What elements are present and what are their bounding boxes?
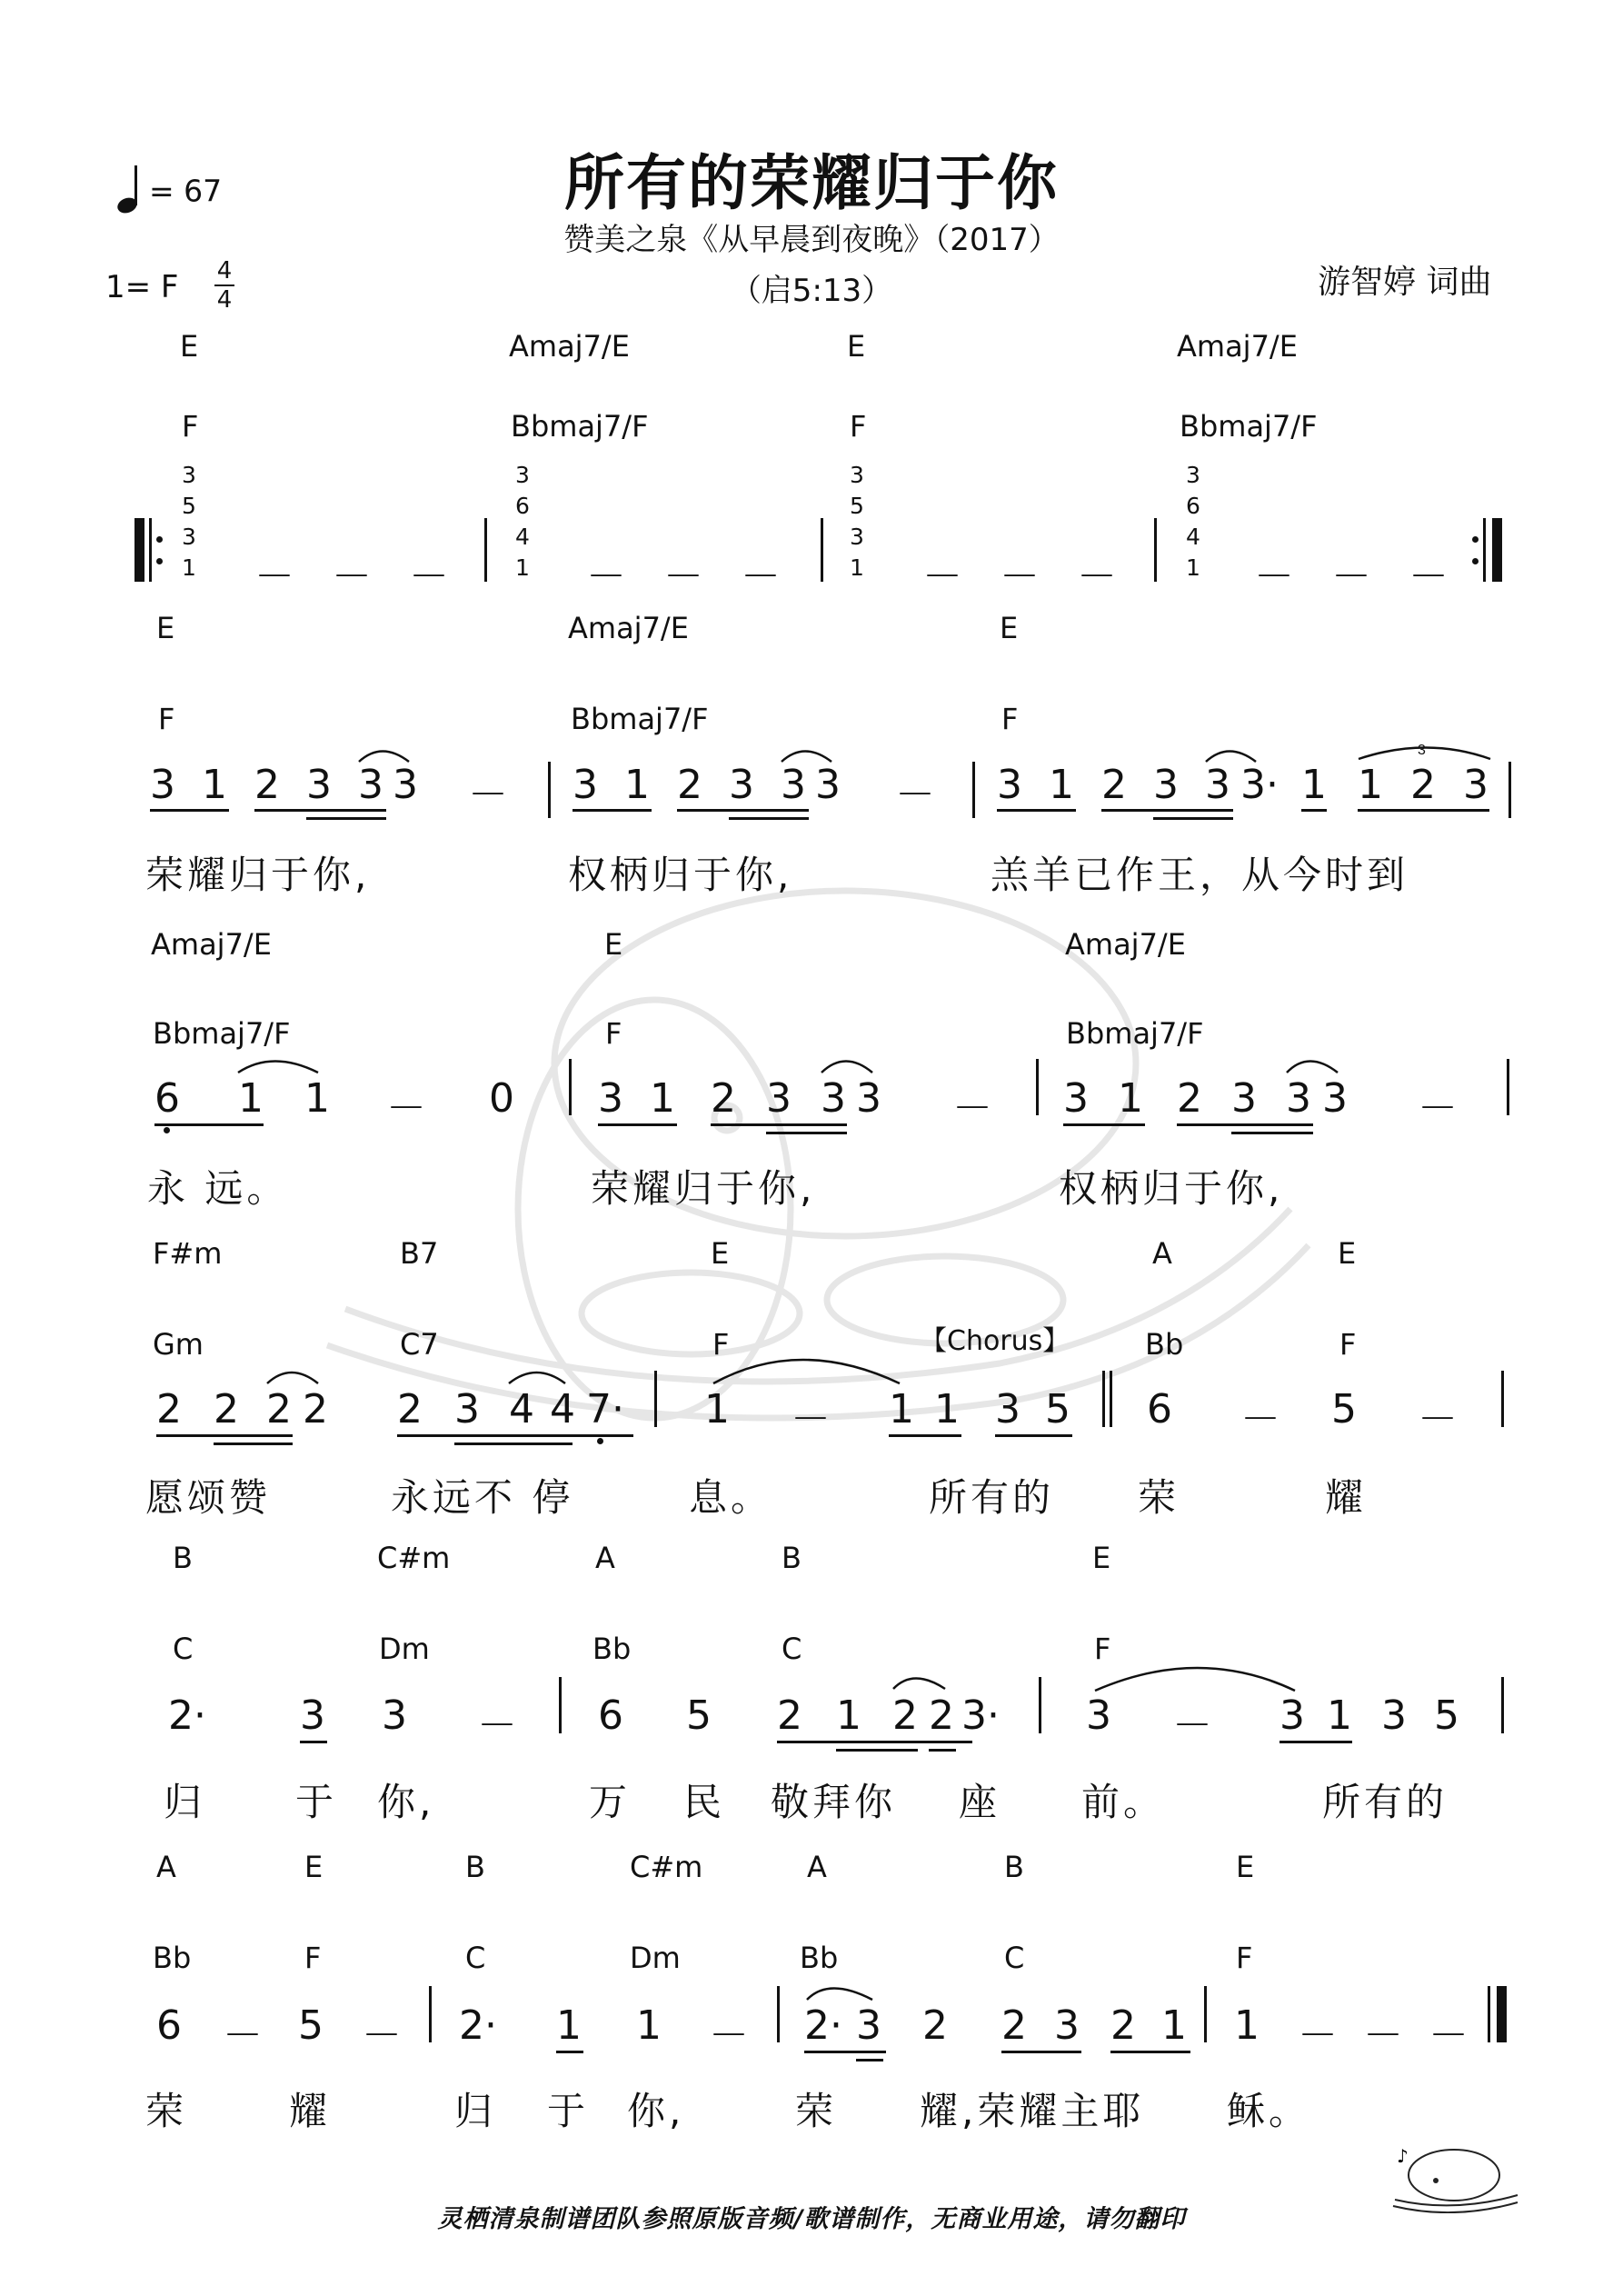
note: 3 bbox=[573, 762, 598, 808]
lyric: 权柄归于你, bbox=[568, 853, 793, 897]
chord: B bbox=[782, 1541, 802, 1575]
note: 2 bbox=[922, 2002, 948, 2049]
chord: Bb bbox=[800, 1941, 839, 1975]
note: 5 bbox=[1434, 1692, 1459, 1739]
key-signature: 1= F bbox=[105, 269, 179, 305]
composer-credit: 游智婷 词曲 bbox=[1318, 264, 1492, 301]
lyric: 耀 bbox=[1325, 1475, 1368, 1520]
lyric: 前。 bbox=[1081, 1780, 1166, 1824]
chord: C7 bbox=[400, 1327, 439, 1362]
chord: E bbox=[604, 927, 623, 962]
note: 6 bbox=[154, 1075, 180, 1122]
note: － bbox=[1418, 1085, 1458, 1132]
lyric: 于 bbox=[547, 2089, 590, 2133]
chord: Bbmaj7/F bbox=[1180, 409, 1318, 444]
chord: E bbox=[1338, 1236, 1357, 1271]
chord: Gm bbox=[153, 1327, 204, 1362]
chord: C bbox=[173, 1632, 194, 1666]
chord: Bb bbox=[153, 1941, 192, 1975]
note: － bbox=[468, 772, 508, 818]
note: 1 bbox=[1327, 1692, 1352, 1739]
note: 2 bbox=[677, 762, 702, 808]
note: 1 bbox=[889, 1386, 914, 1433]
chord: Bbmaj7/F bbox=[153, 1016, 291, 1051]
lyric: 你, bbox=[377, 1780, 435, 1824]
lyric: 羔羊已作王，从今时到 bbox=[991, 853, 1409, 897]
note: 2· bbox=[804, 2002, 842, 2049]
note: 1 bbox=[1118, 1075, 1143, 1122]
chord: E bbox=[847, 329, 866, 364]
chord: A bbox=[595, 1541, 615, 1575]
lyric: 荣 bbox=[1138, 1475, 1180, 1520]
lyric: 座 bbox=[959, 1780, 1001, 1824]
lyric: 耀,荣耀主耶 bbox=[920, 2089, 1145, 2133]
note: 2 bbox=[1110, 2002, 1136, 2049]
note: 3 bbox=[781, 762, 806, 808]
chord: C bbox=[1004, 1941, 1025, 1975]
song-title: 所有的荣耀归于你 bbox=[564, 148, 1059, 218]
note: 3 bbox=[306, 762, 332, 808]
note: 3· bbox=[1240, 762, 1279, 808]
sheep-logo bbox=[1386, 2141, 1522, 2217]
note: 3 bbox=[1279, 1692, 1305, 1739]
chord: F bbox=[605, 1016, 622, 1051]
lyric: 归 bbox=[164, 1780, 206, 1824]
chord: Dm bbox=[379, 1632, 430, 1666]
note: － bbox=[952, 1085, 992, 1132]
chord: F bbox=[1094, 1632, 1111, 1666]
song-subtitle: 赞美之泉《从早晨到夜晚》（2017） bbox=[563, 222, 1060, 258]
note: － bbox=[709, 2012, 749, 2059]
note: 2 bbox=[254, 762, 280, 808]
chord: F bbox=[304, 1941, 322, 1975]
chord-stack: 3 5 3 1 bbox=[182, 462, 196, 581]
chord: Amaj7/E bbox=[509, 329, 630, 364]
note: 2 bbox=[1101, 762, 1127, 808]
note: － bbox=[1363, 2012, 1403, 2059]
note: 2 bbox=[156, 1386, 182, 1433]
note: 3 bbox=[393, 762, 418, 808]
note: 3 bbox=[821, 1075, 846, 1122]
note: － bbox=[362, 2012, 402, 2059]
note: 2 bbox=[892, 1692, 918, 1739]
note: 3 bbox=[815, 762, 841, 808]
note: 1 bbox=[624, 762, 650, 808]
chord: E bbox=[304, 1850, 324, 1884]
chord: E bbox=[156, 611, 175, 645]
note: 3 bbox=[454, 1386, 480, 1433]
note: 2 bbox=[1410, 762, 1436, 808]
note: 4 bbox=[550, 1386, 575, 1433]
chord-stack: 3 6 4 1 bbox=[1186, 462, 1200, 581]
chord: Bb bbox=[592, 1632, 632, 1666]
chord: B bbox=[465, 1850, 485, 1884]
lyric: 荣 bbox=[145, 2089, 188, 2133]
note: 2 bbox=[777, 1692, 802, 1739]
chord: B bbox=[173, 1541, 193, 1575]
note: 2 bbox=[397, 1386, 423, 1433]
chorus-marker: 【Chorus】 bbox=[920, 1325, 1070, 1357]
lyric: 耀 bbox=[289, 2089, 332, 2133]
note: 1 bbox=[1049, 762, 1074, 808]
note: 2 bbox=[711, 1075, 736, 1122]
chord: C bbox=[465, 1941, 486, 1975]
chord: Dm bbox=[630, 1941, 681, 1975]
chord: F bbox=[1001, 702, 1019, 736]
note: 2 bbox=[214, 1386, 239, 1433]
note: － bbox=[1240, 1396, 1280, 1442]
chord: Bbmaj7/F bbox=[1066, 1016, 1204, 1051]
note: 5 bbox=[686, 1692, 712, 1739]
copyright-footer: 灵栖清泉制谱团队参照原版音频/歌谱制作，无商业用途，请勿翻印 bbox=[437, 2205, 1186, 2233]
note: 3 bbox=[358, 762, 383, 808]
note: 6 bbox=[598, 1692, 623, 1739]
chord: F bbox=[158, 702, 175, 736]
lyric: 民 bbox=[683, 1780, 726, 1824]
lyric: 永远不 停 bbox=[391, 1475, 574, 1520]
chord: B7 bbox=[400, 1236, 439, 1271]
chord: Bbmaj7/F bbox=[511, 409, 649, 444]
lyric: 荣耀归于你, bbox=[145, 853, 371, 897]
note: 3 bbox=[997, 762, 1022, 808]
note: 7· bbox=[586, 1386, 624, 1433]
chord: B bbox=[1004, 1850, 1024, 1884]
chord: Amaj7/E bbox=[1177, 329, 1298, 364]
note: 3 bbox=[856, 1075, 881, 1122]
chord: F bbox=[1339, 1327, 1357, 1362]
note: 2· bbox=[168, 1692, 206, 1739]
lyric: 归 bbox=[454, 2089, 497, 2133]
note: 2 bbox=[929, 1692, 954, 1739]
time-signature-top: 4 bbox=[216, 257, 233, 285]
note: 3 bbox=[1054, 2002, 1080, 2049]
chord: F bbox=[182, 409, 199, 444]
lyric: 权柄归于你, bbox=[1059, 1166, 1284, 1211]
note: 2 bbox=[266, 1386, 292, 1433]
note: 1 bbox=[636, 2002, 662, 2049]
lyric: 荣 bbox=[795, 2089, 838, 2133]
chord: E bbox=[1092, 1541, 1111, 1575]
svg-text:♪: ♪ bbox=[1397, 2145, 1409, 2167]
lyric: 稣。 bbox=[1227, 2089, 1311, 2133]
note: 3 bbox=[300, 1692, 325, 1739]
scripture-reference: （启5:13） bbox=[730, 273, 893, 309]
note: 3 bbox=[150, 762, 175, 808]
lyric: 荣耀归于你, bbox=[591, 1166, 816, 1211]
lyric: 永 远。 bbox=[147, 1166, 289, 1211]
chord: E bbox=[1236, 1850, 1255, 1884]
chord: F bbox=[712, 1327, 730, 1362]
note: － bbox=[223, 2012, 263, 2059]
note: 6 bbox=[1147, 1386, 1172, 1433]
lyric: 愿颂赞 bbox=[145, 1475, 272, 1520]
note: 3 bbox=[1231, 1075, 1257, 1122]
chord-stack: 3 6 4 1 bbox=[515, 462, 530, 581]
note: 1 bbox=[934, 1386, 960, 1433]
lyric: 万 bbox=[589, 1780, 632, 1824]
note: 3 bbox=[995, 1386, 1021, 1433]
time-signature-bottom: 4 bbox=[216, 286, 233, 314]
note: 3 bbox=[1086, 1692, 1111, 1739]
note: 1 bbox=[650, 1075, 675, 1122]
note: － bbox=[895, 772, 935, 818]
note: 1 bbox=[1358, 762, 1383, 808]
chord: Amaj7/E bbox=[1065, 927, 1186, 962]
chord: A bbox=[156, 1850, 176, 1884]
note: 3 bbox=[856, 2002, 881, 2049]
chord: C#m bbox=[377, 1541, 451, 1575]
note: 4 bbox=[509, 1386, 534, 1433]
note: 3· bbox=[961, 1692, 1000, 1739]
note: 1 bbox=[836, 1692, 861, 1739]
note: 5 bbox=[1331, 1386, 1357, 1433]
lyric: 所有的 bbox=[1322, 1780, 1449, 1824]
note: 3 bbox=[1463, 762, 1489, 808]
chord: Amaj7/E bbox=[568, 611, 689, 645]
note: 0 bbox=[489, 1075, 514, 1122]
note: 3 bbox=[1063, 1075, 1089, 1122]
note: － bbox=[477, 1702, 517, 1749]
note: 6 bbox=[156, 2002, 182, 2049]
note: 3 bbox=[382, 1692, 407, 1739]
chord: E bbox=[711, 1236, 730, 1271]
note: － bbox=[791, 1396, 831, 1442]
chord: E bbox=[1000, 611, 1019, 645]
note: － bbox=[1429, 2012, 1469, 2059]
chord: A bbox=[807, 1850, 827, 1884]
chord: F bbox=[1236, 1941, 1253, 1975]
chord: F bbox=[850, 409, 867, 444]
note: 2 bbox=[1001, 2002, 1027, 2049]
note: 3 bbox=[1322, 1075, 1348, 1122]
lyric: 息。 bbox=[689, 1475, 773, 1520]
note: 1 bbox=[556, 2002, 582, 2049]
note: 5 bbox=[1045, 1386, 1070, 1433]
note: 3 bbox=[766, 1075, 792, 1122]
chord: F#m bbox=[153, 1236, 223, 1271]
note: － bbox=[1418, 1396, 1458, 1442]
chord: C#m bbox=[630, 1850, 703, 1884]
note: 1 bbox=[1161, 2002, 1187, 2049]
note: 3 bbox=[1153, 762, 1179, 808]
note: 1 bbox=[1301, 762, 1327, 808]
note: － bbox=[1298, 2012, 1338, 2059]
note: 3 bbox=[729, 762, 754, 808]
lyric: 敬拜你 bbox=[771, 1780, 897, 1824]
note: 2· bbox=[459, 2002, 497, 2049]
chord: C bbox=[782, 1632, 802, 1666]
note: 1 bbox=[304, 1075, 330, 1122]
note: 1 bbox=[238, 1075, 264, 1122]
tempo-value: = 67 bbox=[149, 173, 223, 209]
note: 1 bbox=[704, 1386, 730, 1433]
note: 2 bbox=[1177, 1075, 1202, 1122]
lyric: 于 bbox=[295, 1780, 338, 1824]
lyric: 你, bbox=[627, 2089, 685, 2133]
note: － bbox=[1172, 1702, 1212, 1749]
svg-text:3: 3 bbox=[1418, 743, 1426, 758]
chord: Bb bbox=[1145, 1327, 1184, 1362]
note: 3 bbox=[598, 1075, 623, 1122]
note: 3 bbox=[1205, 762, 1230, 808]
note: 3 bbox=[1381, 1692, 1407, 1739]
note: 2 bbox=[303, 1386, 328, 1433]
note: 5 bbox=[298, 2002, 324, 2049]
chord-stack: 3 5 3 1 bbox=[850, 462, 864, 581]
note: 1 bbox=[202, 762, 227, 808]
note: 1 bbox=[1234, 2002, 1260, 2049]
chord: Amaj7/E bbox=[151, 927, 272, 962]
chord: E bbox=[180, 329, 199, 364]
note: 3 bbox=[1286, 1075, 1311, 1122]
chord: A bbox=[1152, 1236, 1172, 1271]
chord: Bbmaj7/F bbox=[571, 702, 709, 736]
note: － bbox=[386, 1085, 426, 1132]
lyric: 所有的 bbox=[929, 1475, 1055, 1520]
